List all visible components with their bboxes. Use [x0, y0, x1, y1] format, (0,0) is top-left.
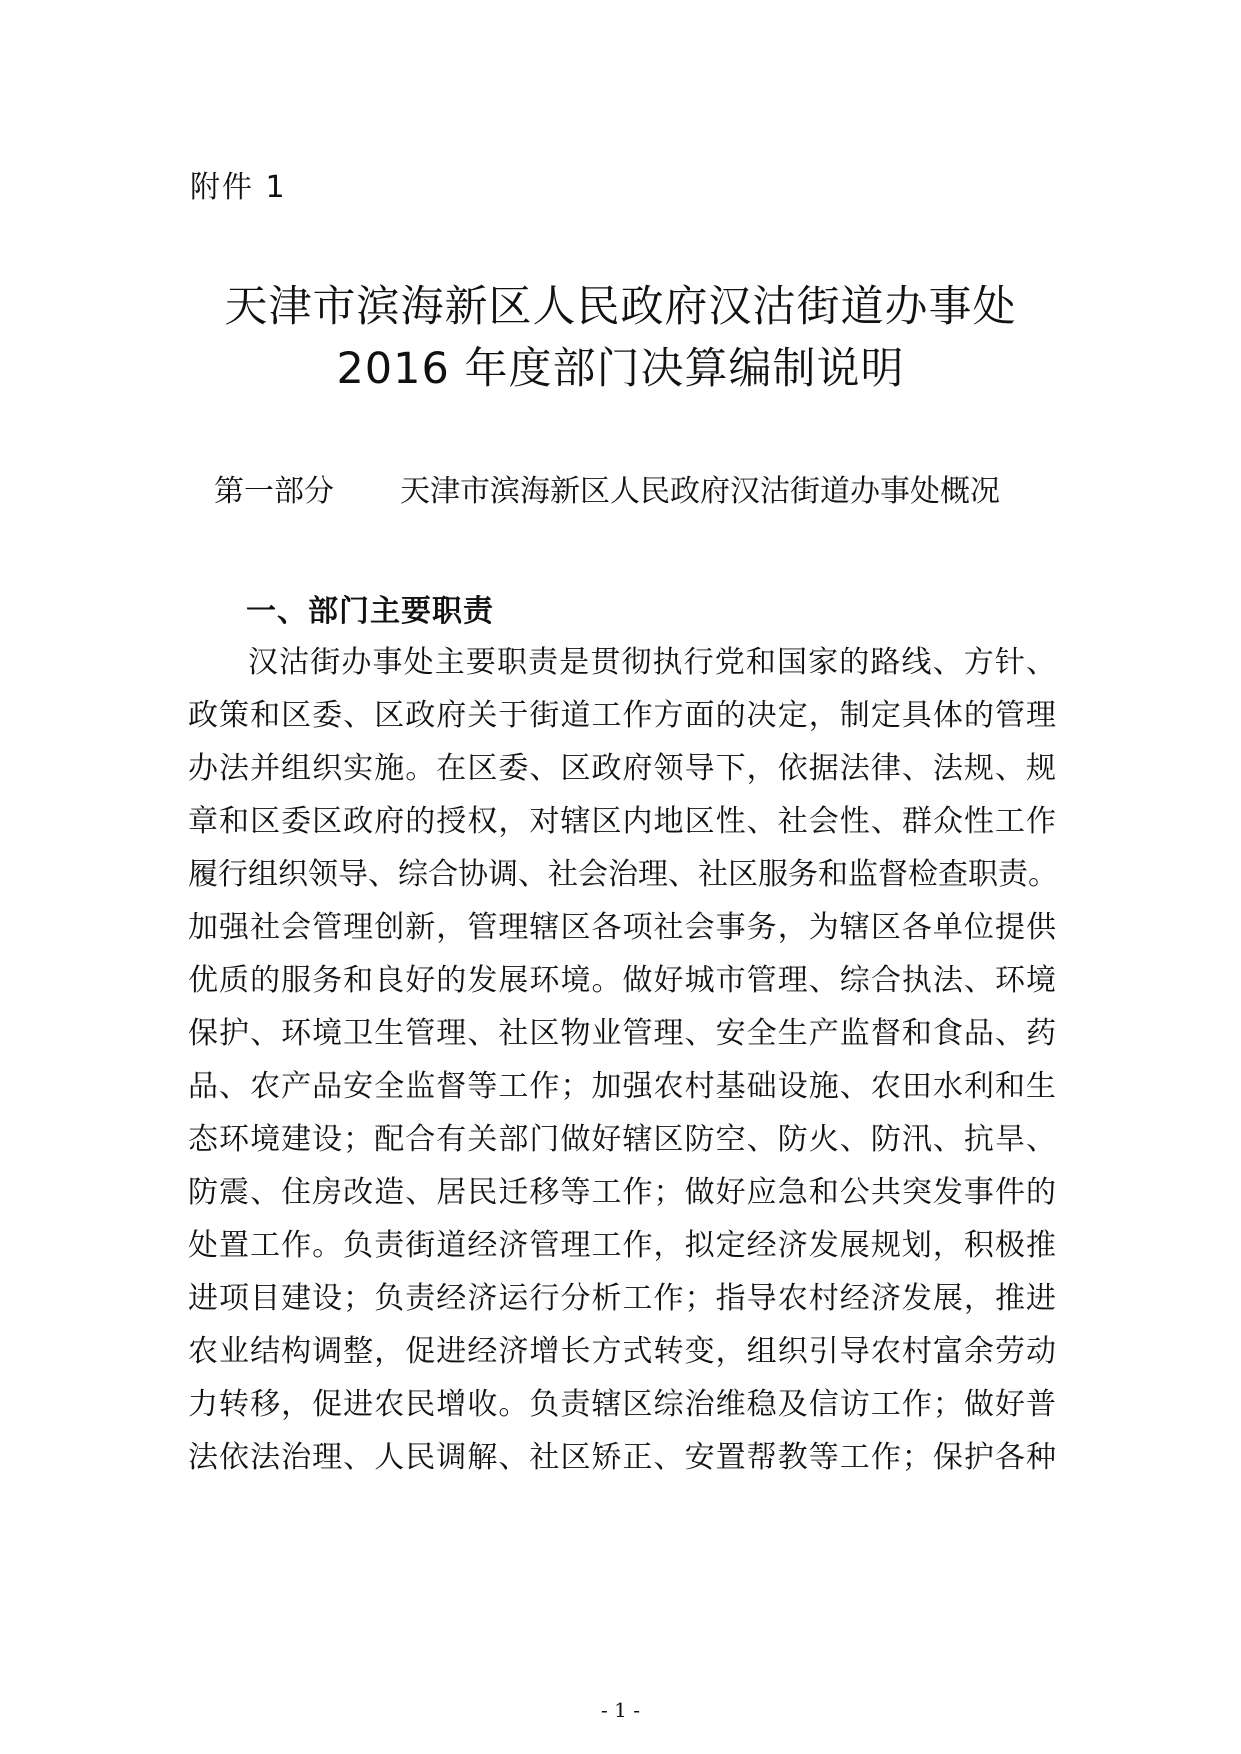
body-paragraph-line: 章和区委区政府的授权，对辖区内地区性、社会性、群众性工作: [188, 804, 1056, 839]
part-heading-label: 第一部分: [214, 474, 334, 509]
body-paragraph-line: 态环境建设；配合有关部门做好辖区防空、防火、防汛、抗旱、: [188, 1122, 1056, 1157]
body-paragraph-line: 力转移，促进农民增收。负责辖区综治维稳及信访工作；做好普: [188, 1387, 1056, 1422]
document-title-line-1: 天津市滨海新区人民政府汉沽街道办事处: [224, 282, 1017, 332]
body-paragraph-line: 保护、环境卫生管理、社区物业管理、安全生产监督和食品、药: [188, 1016, 1056, 1051]
attachment-label: 附件 1: [190, 170, 287, 205]
body-paragraph-line: 法依法治理、人民调解、社区矫正、安置帮教等工作；保护各种: [188, 1440, 1056, 1475]
body-paragraph-line: 优质的服务和良好的发展环境。做好城市管理、综合执法、环境: [188, 963, 1056, 998]
section-heading: 一、部门主要职责: [246, 594, 494, 629]
body-paragraph-line: 加强社会管理创新，管理辖区各项社会事务，为辖区各单位提供: [188, 910, 1056, 945]
body-paragraph-line: 履行组织领导、综合协调、社会治理、社区服务和监督检查职责。: [188, 857, 1058, 892]
page-number: - 1 -: [601, 1698, 640, 1722]
body-paragraph-line: 进项目建设；负责经济运行分析工作；指导农村经济发展，推进: [188, 1281, 1056, 1316]
body-paragraph-line: 办法并组织实施。在区委、区政府领导下，依据法律、法规、规: [188, 751, 1056, 786]
part-heading-text: 天津市滨海新区人民政府汉沽街道办事处概况: [400, 474, 1000, 509]
part-heading: [214, 472, 1000, 512]
body-paragraph-line: 处置工作。负责街道经济管理工作，拟定经济发展规划，积极推: [188, 1228, 1056, 1263]
body-paragraph-line: 品、农产品安全监督等工作；加强农村基础设施、农田水利和生: [188, 1069, 1056, 1104]
body-paragraph-line: 防震、住房改造、居民迁移等工作；做好应急和公共突发事件的: [188, 1175, 1056, 1210]
body-paragraph-line: 农业结构调整，促进经济增长方式转变，组织引导农村富余劳动: [188, 1334, 1056, 1369]
body-paragraph-line: 政策和区委、区政府关于街道工作方面的决定，制定具体的管理: [188, 698, 1056, 733]
body-paragraph-line: 汉沽街办事处主要职责是贯彻执行党和国家的路线、方针、: [248, 645, 1056, 680]
document-title-line-2: 2016 年度部门决算编制说明: [336, 344, 905, 394]
